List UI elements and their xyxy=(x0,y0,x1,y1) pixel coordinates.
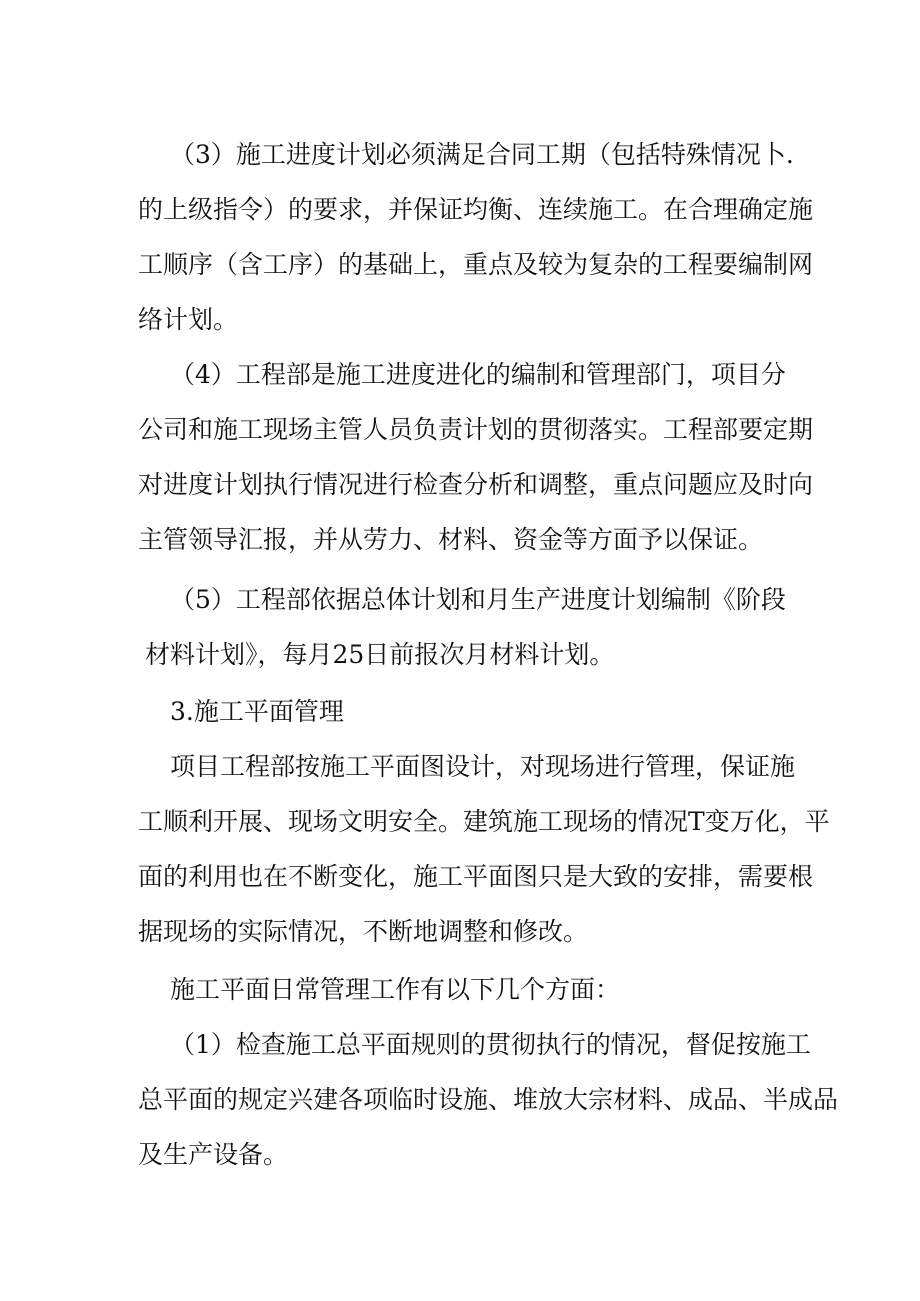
text-line: 项目工程部按施工平面图设计，对现场进行管理，保证施 xyxy=(170,752,796,781)
text-line: （5）工程部依据总体计划和月生产进度计划编制《阶段 xyxy=(170,585,786,614)
text-line: 据现场的实际情况，不断地调整和修改。 xyxy=(138,917,589,946)
text-line: （4）工程部是施工进度进化的编制和管理部门，项目分 xyxy=(170,360,786,389)
text-line: 材料计划》，每月25日前报次月材料计划。 xyxy=(145,640,615,669)
text-line: 对进度计划执行情况进行检查分析和调整，重点问题应及时向 xyxy=(138,470,814,499)
text-line: 的上级指令）的要求，并保证均衡、连续施工。在合理确定施 xyxy=(138,195,814,224)
text-line: 工顺利开展、现场文明安全。建筑施工现场的情况T变万化，平 xyxy=(138,807,830,836)
text-line: （1）检查施工总平面规则的贯彻执行的情况，督促按施工 xyxy=(170,1030,811,1059)
text-line: 面的利用也在不断变化，施工平面图只是大致的安排，需要根 xyxy=(138,862,814,891)
text-line: 主管领导汇报，并从劳力、材料、资金等方面予以保证。 xyxy=(138,525,764,554)
text-line: 及生产设备。 xyxy=(138,1140,289,1169)
text-line: 工顺序（含工序）的基础上，重点及较为复杂的工程要编制网 xyxy=(138,250,814,279)
section-heading: 3.施工平面管理 xyxy=(170,697,344,726)
text-line: 总平面的规定兴建各项临时设施、堆放大宗材料、成品、半成品 xyxy=(138,1085,839,1114)
text-line: 络计划。 xyxy=(138,305,239,334)
text-line: （3）施工进度计划必须满足合同工期（包括特殊情况卜. xyxy=(170,140,794,169)
text-line: 公司和施工现场主管人员负责计划的贯彻落实。工程部要定期 xyxy=(138,415,814,444)
text-line: 施工平面日常管理工作有以下几个方面： xyxy=(170,975,621,1004)
